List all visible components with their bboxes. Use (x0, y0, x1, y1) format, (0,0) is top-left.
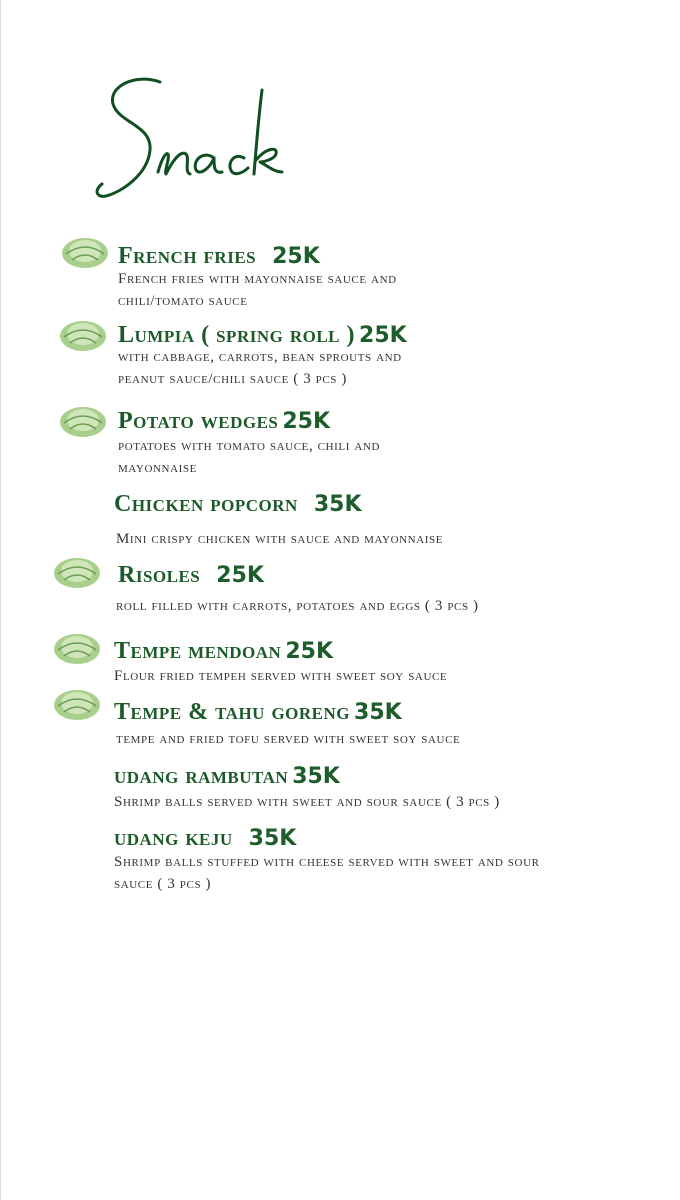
menu-title-script (92, 62, 352, 212)
item-price: 35K (292, 764, 340, 789)
item-description: with cabbage, carrots, bean sprouts and peanut sauce/chili sauce ( 3 pcs ) (118, 349, 402, 387)
lettuce-icon (58, 401, 108, 441)
item-heading (114, 824, 296, 853)
lettuce-icon (58, 315, 108, 355)
item-name: udang keju (114, 825, 233, 851)
item-price: 35K (248, 826, 297, 851)
item-heading (118, 561, 264, 590)
item-price: 25K (285, 639, 334, 664)
item-description: Shrimp balls stuffed with cheese served with sweet and sour sauce ( 3 pcs ) (114, 854, 540, 892)
item-name: Tempe & tahu goreng (114, 699, 351, 725)
item-price: 25K (282, 409, 331, 434)
item-name: French fries (118, 243, 257, 269)
item-heading (114, 637, 333, 666)
item-description: roll filled with carrots, potatoes and eggs ( 3 pcs ) (116, 598, 479, 614)
item-price: 25K (216, 563, 264, 588)
item-heading (114, 490, 362, 519)
item-name: Potato wedges (118, 408, 279, 434)
item-description: Mini crispy chicken with sauce and mayonnaise (116, 531, 444, 547)
item-description: French fries with mayonnaise sauce and chili/tomato sauce (118, 271, 397, 309)
item-price: 25K (272, 244, 320, 269)
lettuce-icon (60, 232, 110, 272)
item-name: Tempe mendoan (114, 638, 282, 664)
item-heading (118, 407, 330, 436)
item-description: potatoes with tomato sauce, chili and mayonnaise (118, 438, 380, 476)
lettuce-icon (52, 552, 102, 592)
item-price: 25K (359, 323, 407, 348)
item-heading (118, 242, 320, 271)
item-description: tempe and fried tofu served with sweet soy sauce (116, 731, 461, 747)
item-heading (114, 698, 402, 727)
menu-title (92, 62, 352, 212)
lettuce-icon (52, 628, 102, 668)
item-name: udang rambutan (114, 763, 289, 789)
item-description: Shrimp balls served with sweet and sour sauce ( 3 pcs ) (114, 794, 500, 810)
item-price: 35K (354, 700, 402, 725)
item-name: Risoles (118, 562, 201, 588)
item-heading (114, 762, 340, 791)
item-name: Lumpia ( spring roll ) (118, 322, 356, 348)
item-price: 35K (313, 492, 362, 517)
item-description: Flour fried tempeh served with sweet soy sauce (114, 668, 448, 684)
item-name: Chicken popcorn (114, 491, 298, 517)
lettuce-icon (52, 684, 102, 724)
page-edge (0, 0, 1, 1200)
